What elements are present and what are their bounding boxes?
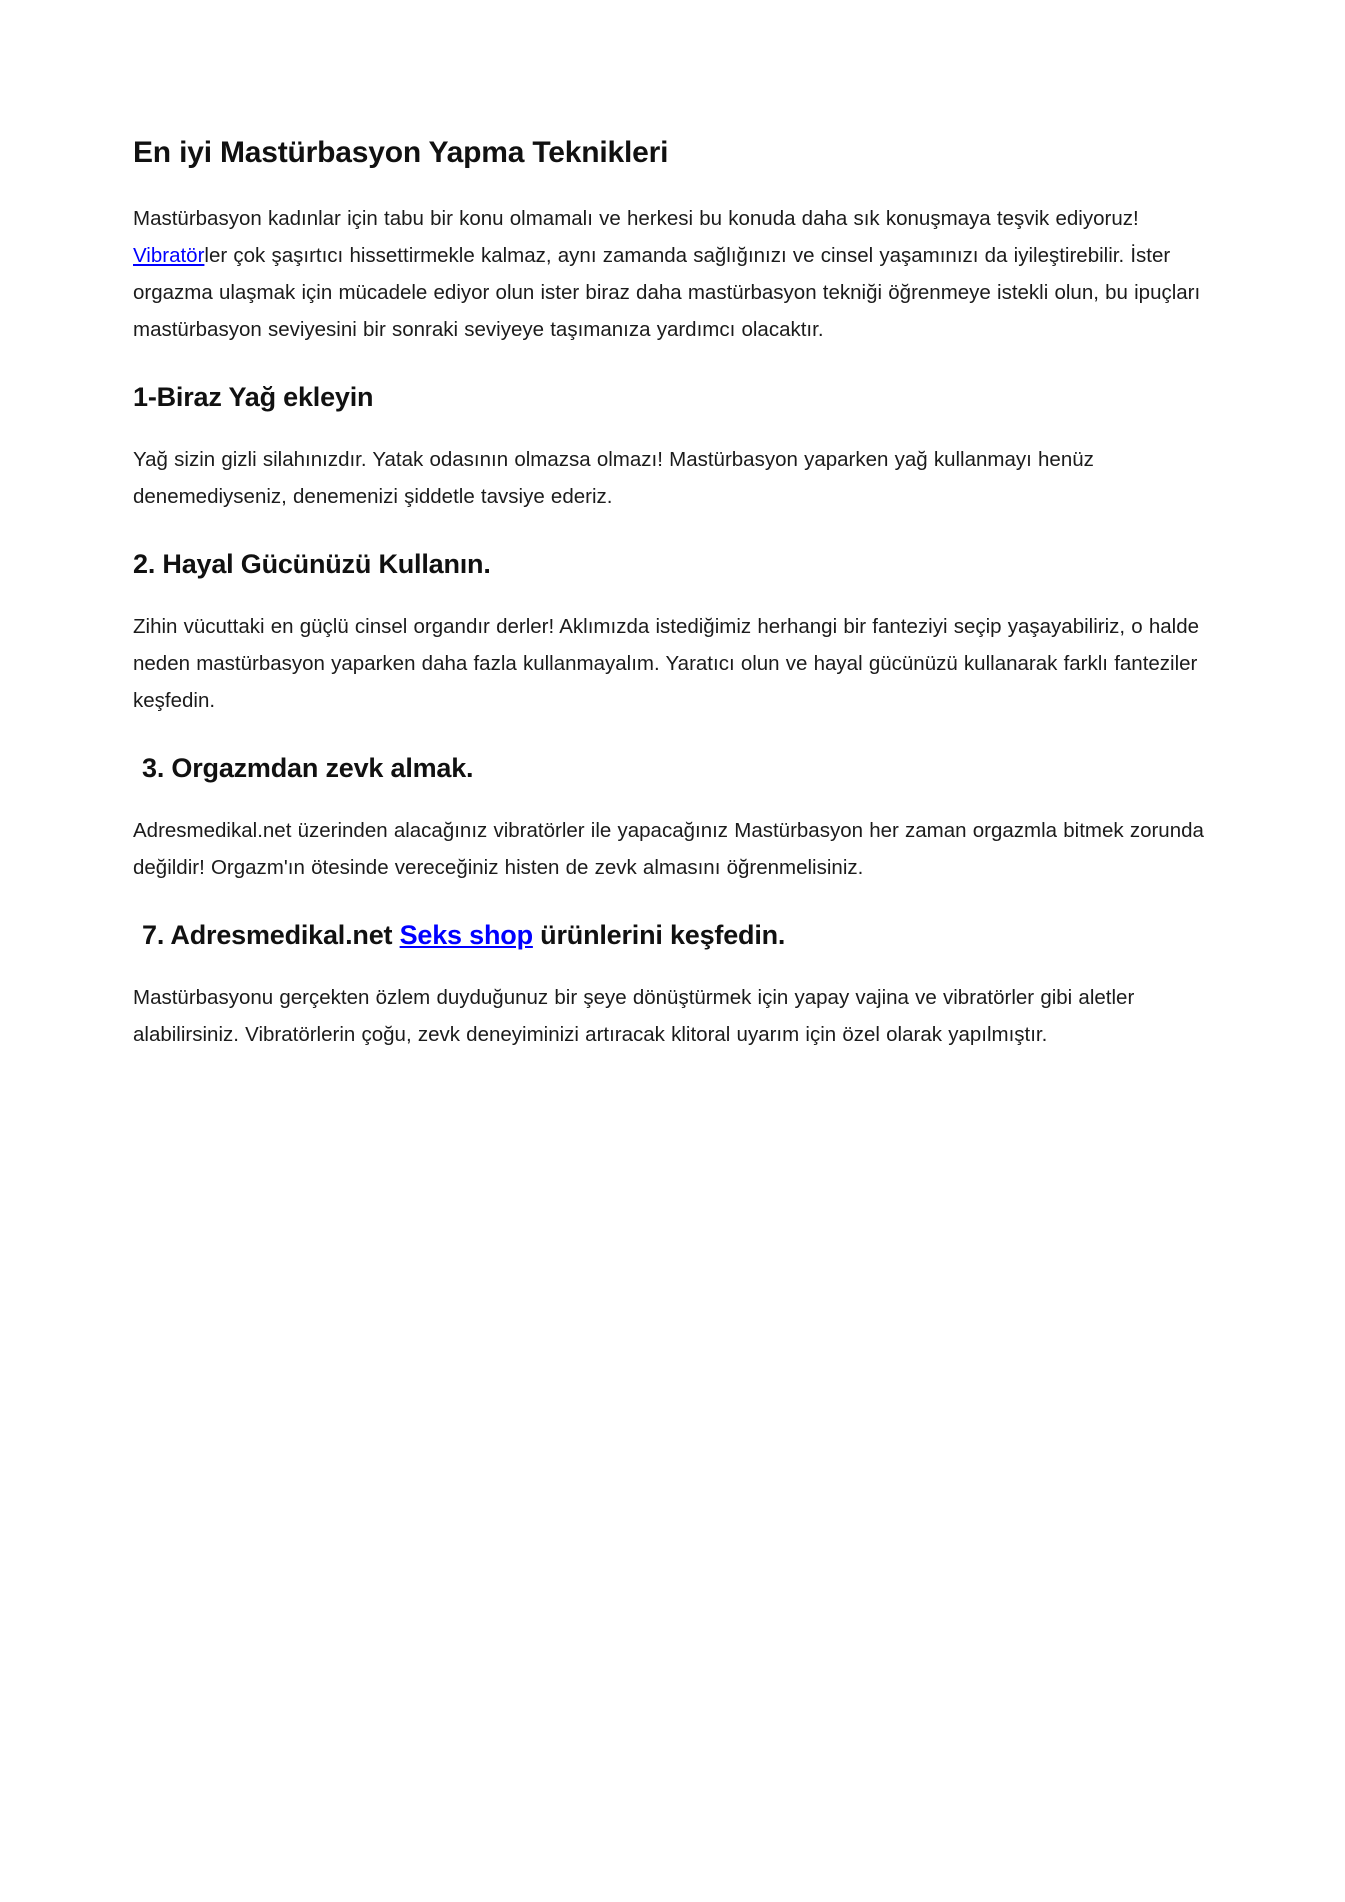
intro-paragraph [133, 200, 1212, 348]
intro-text-before-link: Mastürbasyon kadınlar için tabu bir konu olmamalı ve herkesi bu konuda daha sık konuşmaya teşvik ediyoruz! [133, 207, 1139, 230]
section-2-paragraph: Zihin vücuttaki en güçlü cinsel organdır derler! Aklımızda istediğimiz herhangi bir fanteziyi seçip yaşayabiliriz, o halde neden mastürbasyon yaparken daha fazla kullanmayalım. Yaratıcı olun ve hayal gücünüzü kullanarak farklı fanteziler keşfedin. [133, 615, 1200, 712]
section-7-heading-text-after-link: ürünlerini keşfedin. [532, 920, 786, 950]
section-7-heading-text-before-link: 7. Adresmedikal.net [142, 920, 400, 950]
seks-shop-link[interactable]: Seks shop [399, 920, 533, 950]
intro-text-after-link: ler çok şaşırtıcı hissettirmekle kalmaz, aynı zamanda sağlığınızı ve cinsel yaşamınızı da iyileştirebilir. İster orgazma ulaşmak için mücadele ediyor olun ister biraz daha mastürbasyon tekniği öğrenmeye istekli olun, bu ipuçları mastürbasyon seviyesini bir sonraki seviyeye taşımanıza yardımcı olacaktır. [133, 244, 1201, 341]
section-3-heading: 3. Orgazmdan zevk almak. [142, 753, 474, 783]
section-1-heading: 1-Biraz Yağ ekleyin [133, 382, 374, 412]
section-1-paragraph: Yağ sizin gizli silahınızdır. Yatak odasının olmazsa olmazı! Mastürbasyon yaparken yağ kullanmayı henüz denemediyseniz, denemenizi şiddetle tavsiye ederiz. [133, 448, 1094, 508]
section-7-paragraph: Mastürbasyonu gerçekten özlem duyduğunuz bir şeye dönüştürmek için yapay vajina ve vibratörler gibi aletler alabilirsiniz. Vibratörlerin çoğu, zevk deneyiminizi artıracak klitoral uyarım için özel olarak yapılmıştır. [133, 986, 1135, 1046]
section-7-heading [133, 920, 1212, 951]
section-2-heading: 2. Hayal Gücünüzü Kullanın. [133, 549, 491, 579]
page-title: En iyi Mastürbasyon Yapma Teknikleri [133, 136, 669, 169]
section-3-paragraph: Adresmedikal.net üzerinden alacağınız vibratörler ile yapacağınız Mastürbasyon her zaman orgazmla bitmek zorunda değildir! Orgazm'ın ötesinde vereceğiniz histen de zevk almasını öğrenmelisiniz. [133, 819, 1204, 879]
vibrator-link[interactable]: Vibratör [133, 244, 205, 267]
